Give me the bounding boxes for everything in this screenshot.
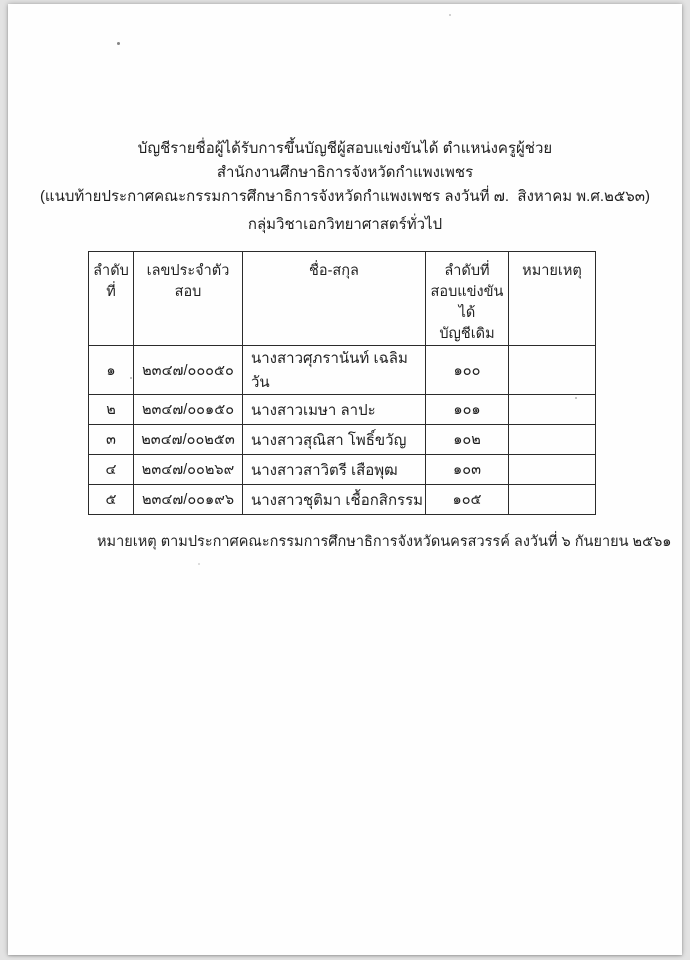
remark-cell [509,425,596,455]
exam-id-cell: ๒๓๔๗/๐๐๑๕๐ [134,395,243,425]
orig-rank-cell: ๑๐๐ [426,346,509,395]
document-title-line-1: บัญชีรายชื่อผู้ได้รับการขึ้นบัญชีผู้สอบแข่งขันได้ ตำแหน่งครูผู้ช่วย [137,140,553,157]
table-row [89,455,596,485]
footnote: หมายเหตุ ตามประกาศคณะกรรมการศึกษาธิการจังหวัดนครสวรรค์ ลงวันที่ ๖ กันยายน ๒๕๖๑ [97,534,672,550]
no-cell: ๔ [89,455,134,485]
document-subject-line: กลุ่มวิชาเอกวิทยาศาสตร์ทั่วไป [247,216,443,233]
table-header-row [89,252,596,346]
header-cell-name: ชื่อ-สกุล [243,252,426,346]
header-orig-rank-line-2: สอบแข่งขันได้ [430,284,504,321]
table-row [89,485,596,515]
name-cell: นางสาวสาวิตรี เสือพุฒ [243,455,426,485]
exam-id-cell: ๒๓๔๗/๐๐๒๕๓ [134,425,243,455]
table-row [89,425,596,455]
exam-id-cell: ๒๓๔๗/๐๐๒๖๙ [134,455,243,485]
remark-cell [509,346,596,395]
orig-rank-cell: ๑๐๕ [426,485,509,515]
name-cell: นางสาวชุติมา เชื้อกสิกรรม [243,485,426,515]
table-row [89,346,596,395]
header-cell-remark: หมายเหตุ [509,252,596,346]
orig-rank-cell: ๑๐๑ [426,395,509,425]
header-cell-orig-rank [426,252,509,346]
name-cell: นางสาวศุภรานันท์ เฉลิมวัน [243,346,426,395]
document-title-block [8,137,682,237]
no-cell: ๕ [89,485,134,515]
exam-id-cell: ๒๓๔๗/๐๐๐๕๐ [134,346,243,395]
remark-cell [509,395,596,425]
header-no-line-2: ที่ [106,284,116,300]
results-table [88,251,596,515]
scan-speck [130,377,132,379]
scan-speck [575,397,577,399]
scan-speck [117,42,120,45]
name-cell: นางสาวสุณิสา โพธิ์ขวัญ [243,425,426,455]
no-cell: ๒ [89,395,134,425]
scan-speck [449,14,451,16]
exam-id-cell: ๒๓๔๗/๐๐๑๙๖ [134,485,243,515]
name-cell: นางสาวเมษา ลาปะ [243,395,426,425]
no-cell: ๓ [89,425,134,455]
header-cell-no [89,252,134,346]
document-title-line-2: สำนักงานศึกษาธิการจังหวัดกำแพงเพชร [216,164,474,181]
orig-rank-cell: ๑๐๒ [426,425,509,455]
header-orig-rank-line-1: ลำดับที่ [444,263,490,279]
header-no-line-1: ลำดับ [93,263,129,279]
table-row [89,395,596,425]
header-cell-exam-id: เลขประจำตัวสอบ [134,252,243,346]
remark-cell [509,485,596,515]
header-orig-rank-line-3: บัญชีเดิม [439,326,495,342]
document-title-line-3: (แนบท้ายประกาศคณะกรรมการศึกษาธิการจังหวัดกำแพงเพชร ลงวันที่ ๗. สิงหาคม พ.ศ.๒๕๖๓) [39,188,651,205]
scan-speck [198,563,200,565]
orig-rank-cell: ๑๐๓ [426,455,509,485]
no-cell: ๑ [89,346,134,395]
remark-cell [509,455,596,485]
document-page [8,4,682,955]
